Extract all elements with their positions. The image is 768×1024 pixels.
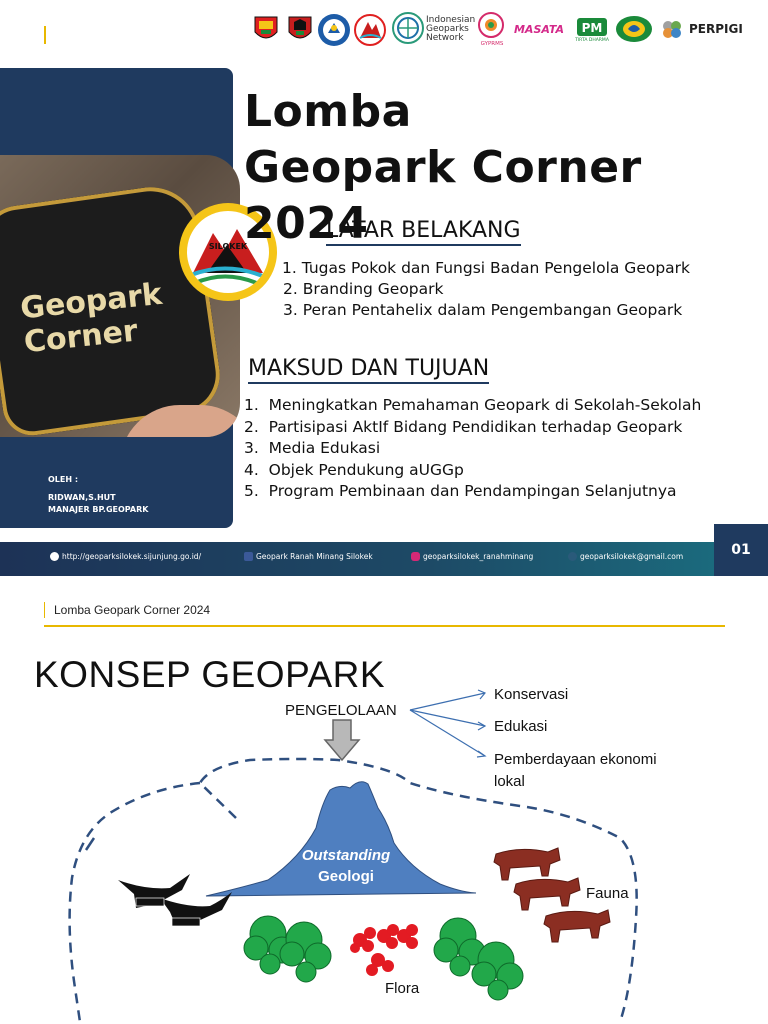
title-line-1: Lomba [244, 86, 412, 137]
list-item: 3. Media Edukasi [244, 439, 381, 457]
instagram-icon [411, 552, 420, 561]
pengelolaan-down-arrow [325, 720, 359, 760]
latar-belakang-heading: LATAR BELAKANG [326, 218, 521, 246]
footer-instagram[interactable] [411, 552, 533, 561]
mountain-label-line-2: Geologi [318, 868, 374, 885]
partner-logos [252, 6, 752, 50]
regency-crest-logo [286, 14, 314, 44]
branch-arrows [410, 690, 485, 757]
author-label: OLEH : [48, 475, 79, 484]
flower-icon [377, 924, 399, 949]
pemberdayaan-label: Pemberdayaan ekonomi lokal [494, 751, 657, 790]
globe-icon [50, 552, 59, 561]
flower-icon [397, 924, 418, 949]
masata-logo: MASATA [513, 22, 564, 36]
konservasi-label: Konservasi [494, 686, 569, 703]
pengelolaan-label: PENGELOLAAN [285, 702, 397, 719]
ign-globe-logo [392, 12, 424, 44]
ign-logo-text: Indonesian Geoparks Network [426, 14, 476, 43]
geopark-silokek-logo [354, 14, 386, 46]
gyprms-logo [478, 12, 504, 38]
education-ministry-logo [318, 14, 350, 46]
animal-icon [494, 848, 560, 880]
perpigi-logo-text: PERPIGI [689, 22, 743, 36]
silokek-badge-text: SILOKEK [208, 242, 248, 251]
perpigi-logo [660, 16, 750, 42]
author-name: RIDWAN,S.HUT [48, 493, 116, 502]
list-item: 4. Objek Pendukung aUGGp [244, 460, 464, 479]
footer-facebook[interactable] [244, 552, 373, 561]
author-block [48, 474, 148, 516]
flowers [350, 924, 418, 976]
edukasi-label: Edukasi [494, 718, 548, 735]
list-item: 5. Program Pembinaan dan Pendampingan Selanjutnya [244, 482, 677, 500]
list-item: 1. Meningkatkan Pemahaman Geopark di Sekolah-Sekolah [244, 396, 702, 414]
mountain-label-line-1: Outstanding [301, 847, 391, 864]
footer-instagram-text: geoparksilokek_ranahminang [423, 552, 534, 561]
tirta-dharma-logo-text: TIRTA DHARMA [575, 37, 609, 43]
header-accent-line [44, 26, 46, 44]
photo-pouch-text: Geopark Corner [18, 276, 164, 361]
page-number: 01 [714, 524, 768, 576]
title-line-2: Geopark Corner 2024 [244, 142, 642, 249]
province-crest-logo [252, 14, 280, 44]
email-icon [568, 552, 577, 561]
footer-facebook-text: Geopark Ranah Minang Silokek [256, 552, 373, 561]
animal-icon [544, 910, 610, 942]
traditional-houses [118, 874, 232, 926]
svg-text:PM: PM [581, 20, 603, 35]
boundary-arrow [86, 838, 94, 850]
slide-2 [0, 588, 768, 1024]
animal-icon [514, 878, 580, 910]
latar-belakang-list [282, 258, 690, 321]
boundary-left [70, 783, 200, 1022]
flower-icon [366, 953, 394, 976]
footer-website-text: http://geoparksilokek.sijunjung.go.id/ [62, 552, 202, 561]
list-item: 1. Tugas Pokok dan Fungsi Badan Pengelola Geopark [282, 259, 691, 277]
flower-icon [350, 927, 376, 953]
maksud-tujuan-list [244, 395, 701, 503]
green-emblem-logo [614, 12, 654, 46]
list-item: 2. Partisipasi AktIf Bidang Pendidikan terhadap Geopark [244, 417, 683, 436]
concept-diagram [0, 588, 768, 1024]
flora-label: Flora [385, 980, 420, 997]
list-item: 3. Peran Pentahelix dalam Pengembangan Geopark [283, 301, 683, 319]
facebook-icon [244, 552, 253, 561]
tirta-dharma-logo [574, 12, 610, 46]
author-role: MANAJER BP.GEOPARK [48, 505, 149, 514]
slide-gap [0, 576, 768, 588]
footer-email-text: geoparksilokek@gmail.com [580, 552, 684, 561]
footer-email[interactable] [568, 552, 683, 561]
slide-title: KONSEP GEOPARK [34, 654, 386, 695]
list-item: 2. Branding Geopark [283, 280, 444, 298]
slide-header: Lomba Geopark Corner 2024 [54, 603, 211, 617]
maksud-tujuan-heading: MAKSUD DAN TUJUAN [248, 356, 489, 384]
tree-icon [280, 922, 331, 982]
fauna-label: Fauna [586, 885, 629, 902]
gyprms-logo-text: GYPRMS [480, 41, 504, 47]
footer-website[interactable] [50, 552, 201, 561]
